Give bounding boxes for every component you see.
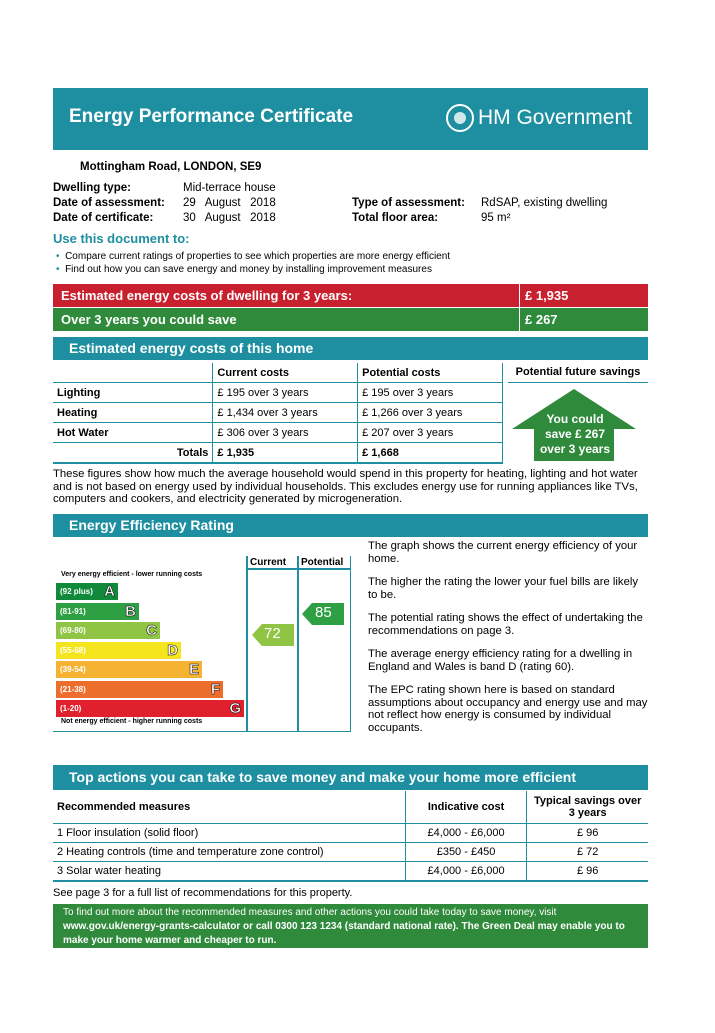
date-assessment-value: 29 August 2018 [183,197,276,209]
dwelling-type-label: Dwelling type: [53,182,131,194]
potential-column-header: Potential [301,557,344,568]
property-address: Mottingham Road, LONDON, SE9 [80,161,262,173]
table-row: 3 Solar water heating £4,000 - £6,000 £ 96 [53,862,648,882]
table-row: Hot Water £ 306 over 3 years £ 207 over 3 years [53,423,503,443]
rating-band-c [56,622,160,639]
bottom-caption: Not energy efficient - higher running costs [61,718,203,725]
use-document-heading: Use this document to: [53,231,190,246]
rating-band-letter: D [167,641,178,659]
estimated-costs-bar [53,284,648,307]
savings-arrow-text: You could save £ 267 over 3 years [539,412,611,456]
dwelling-type-value: Mid-terrace house [183,182,276,194]
list-item: • Find out how you can save energy and money by installing improvement measures [56,264,432,275]
table-row: Lighting £ 195 over 3 years £ 195 over 3 years [53,383,503,403]
potential-rating-value: 85 [315,604,332,621]
totals-row: Totals £ 1,935 £ 1,668 [53,443,503,464]
table-row: Heating £ 1,434 over 3 years £ 1,266 over 3 years [53,403,503,423]
see-page-note: See page 3 for a full list of recommendations for this property. [53,887,353,899]
rating-band-letter: B [125,602,136,620]
could-save-value: £ 267 [525,312,558,327]
estimated-costs-label: Estimated energy costs of dwelling for 3 years: [61,288,353,303]
page-title: Energy Performance Certificate [69,106,354,127]
current-rating-value: 72 [264,625,281,642]
date-assessment-label: Date of assessment: [53,197,165,209]
use-document-list [56,250,450,276]
date-certificate-label: Date of certificate: [53,212,154,224]
rating-explanation: The graph shows the current energy efficiency of your home. The higher the rating the lower your fuel bills are likely to be. The potential rating shows the effect of undertaking the recommendations on page 3. The average energy efficiency rating for a dwelling in England and Wales is band D (rating 60). The EPC rating shown here is based on standard assumptions about occupancy and energy use and may not reflect how energy is consumed by individual occupants. [368,540,648,734]
hm-government-logo [446,104,632,132]
costs-note: These figures show how much the average household would spend in this property for heating, lighting and hot water and is not based on energy used by individual households. This excludes energy use for running appliances like TVs, computers and cookers, and electricity generated by microgeneration. [53,468,638,505]
royal-crest-icon [446,104,474,132]
future-savings-header: Potential future savings [508,363,648,383]
rating-band-letter: E [188,661,199,678]
floor-area-value: 95 m² [481,212,511,224]
cost-header: Indicative cost [405,791,527,824]
measures-header: Recommended measures [57,801,191,813]
rating-band-range: (21-38) [60,684,86,694]
rating-band-range: (81-91) [60,606,86,616]
rating-band-letter: F [210,680,220,698]
costs-table [53,363,503,464]
type-assessment-value: RdSAP, existing dwelling [481,197,608,209]
rating-band-letter: G [229,700,241,717]
rating-band-range: (39-54) [60,665,86,674]
current-costs-header: Current costs [213,363,358,383]
rating-band-letter: A [104,583,115,600]
savings-header: Typical savings over 3 years [533,795,642,819]
potential-costs-header: Potential costs [358,363,503,383]
actions-section-title: Top actions you can take to save money and make your home more efficient [53,765,648,790]
current-column-header: Current [250,557,287,568]
type-assessment-label: Type of assessment: [352,197,465,209]
rating-band-g [56,700,244,717]
rating-band-e [56,661,202,678]
table-row: 1 Floor insulation (solid floor) £4,000 - £6,000 £ 96 [53,824,648,843]
list-item: • Compare current ratings of properties to see which properties are more energy efficient [56,251,451,262]
hm-government-text: HM Government [477,106,632,129]
could-save-label: Over 3 years you could save [61,312,237,327]
estimated-costs-value: £ 1,935 [525,288,569,303]
rating-band-range: (1-20) [60,704,82,713]
top-caption: Very energy efficient - lower running costs [61,571,203,578]
certificate-header [53,88,648,150]
floor-area-label: Total floor area: [352,212,439,224]
rating-band-a [56,583,118,600]
rating-band-range: (69-80) [60,626,86,635]
green-deal-footer: To find out more about the recommended measures and other actions you could take today to save money, visit www.gov.uk/energy-grants-calculator or call 0300 123 1234 (standard national rate). The Green Deal may enable you to make your home warmer and cheaper to run. [53,904,648,948]
rating-section-title: Energy Efficiency Rating [53,514,648,537]
costs-section-title: Estimated energy costs of this home [53,337,648,360]
rating-band-letter: C [146,622,157,639]
table-row: 2 Heating controls (time and temperature zone control) £350 - £450 £ 72 [53,843,648,862]
rating-band-b [56,603,139,620]
date-certificate-value: 30 August 2018 [183,212,276,224]
could-save-bar [53,308,648,331]
actions-table [53,791,648,882]
rating-band-range: (92 plus) [60,587,93,596]
rating-band-d [56,642,181,659]
rating-band-f [56,681,223,698]
rating-band-range: (55-68) [60,645,86,655]
